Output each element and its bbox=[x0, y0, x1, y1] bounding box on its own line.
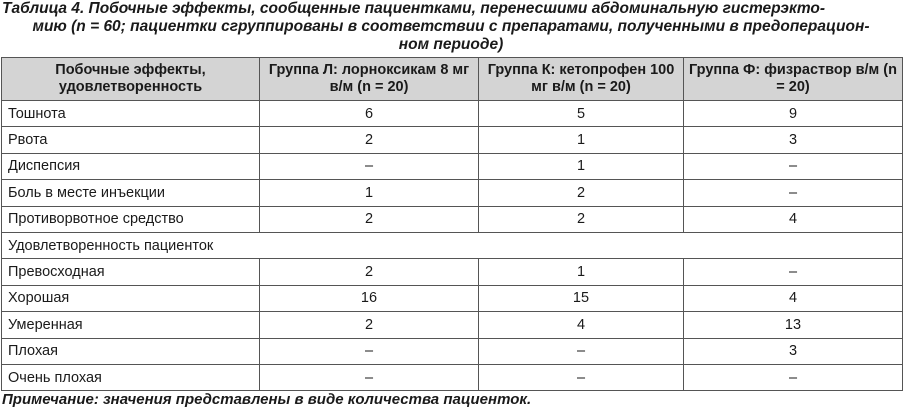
header-side-effects: Побочные эффекты, удовлетворенность bbox=[2, 58, 260, 101]
cell-value: – bbox=[479, 338, 684, 364]
cell-value: 9 bbox=[684, 101, 903, 127]
cell-value: 2 bbox=[479, 180, 684, 206]
table-note: Примечание: значения представлены в виде количества пациенток. bbox=[2, 391, 532, 408]
row-label: Очень плохая bbox=[2, 364, 260, 390]
row-label: Боль в месте инъекции bbox=[2, 180, 260, 206]
table-row bbox=[2, 101, 903, 127]
cell-value: – bbox=[684, 153, 903, 179]
cell-value: – bbox=[260, 338, 479, 364]
cell-value: 3 bbox=[684, 127, 903, 153]
cell-value: 4 bbox=[684, 206, 903, 232]
cell-value: 1 bbox=[479, 153, 684, 179]
cell-value: 2 bbox=[260, 127, 479, 153]
table-caption bbox=[2, 0, 900, 54]
row-label: Превосходная bbox=[2, 259, 260, 285]
table-row bbox=[2, 338, 903, 364]
cell-value: 3 bbox=[684, 338, 903, 364]
cell-value: – bbox=[684, 180, 903, 206]
cell-value: 4 bbox=[684, 285, 903, 311]
cell-value: – bbox=[260, 153, 479, 179]
table-row bbox=[2, 153, 903, 179]
cell-value: – bbox=[684, 364, 903, 390]
row-label: Диспепсия bbox=[2, 153, 260, 179]
section-label: Удовлетворенность пациенток bbox=[2, 232, 903, 258]
cell-value: – bbox=[684, 259, 903, 285]
cell-value: 13 bbox=[684, 312, 903, 338]
row-label: Тошнота bbox=[2, 101, 260, 127]
table-row bbox=[2, 180, 903, 206]
cell-value: 15 bbox=[479, 285, 684, 311]
cell-value: 2 bbox=[479, 206, 684, 232]
cell-value: 6 bbox=[260, 101, 479, 127]
row-label: Плохая bbox=[2, 338, 260, 364]
header-group-k: Группа К: кетопрофен 100 мг в/м (n = 20) bbox=[479, 58, 684, 101]
row-label: Умеренная bbox=[2, 312, 260, 338]
cell-value: – bbox=[260, 364, 479, 390]
header-group-l: Группа Л: лорноксикам 8 мг в/м (n = 20) bbox=[260, 58, 479, 101]
row-label: Противорвотное средство bbox=[2, 206, 260, 232]
table-row bbox=[2, 259, 903, 285]
cell-value: 5 bbox=[479, 101, 684, 127]
cell-value: 2 bbox=[260, 312, 479, 338]
caption-line-1: Таблица 4. Побочные эффекты, сообщенные пациентками, перенесшими абдоминальную гистерэкто- bbox=[2, 0, 826, 17]
row-label: Хорошая bbox=[2, 285, 260, 311]
header-row bbox=[2, 58, 903, 101]
table-row bbox=[2, 127, 903, 153]
cell-value: 1 bbox=[260, 180, 479, 206]
table-row bbox=[2, 206, 903, 232]
caption-line-2: мию (n = 60; пациентки сгруппированы в соответствии с препаратами, полученными в предоперацион- bbox=[32, 18, 870, 35]
cell-value: 1 bbox=[479, 259, 684, 285]
cell-value: – bbox=[479, 364, 684, 390]
cell-value: 1 bbox=[479, 127, 684, 153]
cell-value: 2 bbox=[260, 206, 479, 232]
cell-value: 4 bbox=[479, 312, 684, 338]
cell-value: 2 bbox=[260, 259, 479, 285]
cell-value: 16 bbox=[260, 285, 479, 311]
table-row bbox=[2, 364, 903, 390]
row-label: Рвота bbox=[2, 127, 260, 153]
table-row bbox=[2, 312, 903, 338]
header-group-f: Группа Ф: физраствор в/м (n = 20) bbox=[684, 58, 903, 101]
side-effects-table bbox=[1, 57, 903, 391]
section-row bbox=[2, 232, 903, 258]
caption-line-3: ном периоде) bbox=[398, 36, 504, 53]
table-row bbox=[2, 285, 903, 311]
